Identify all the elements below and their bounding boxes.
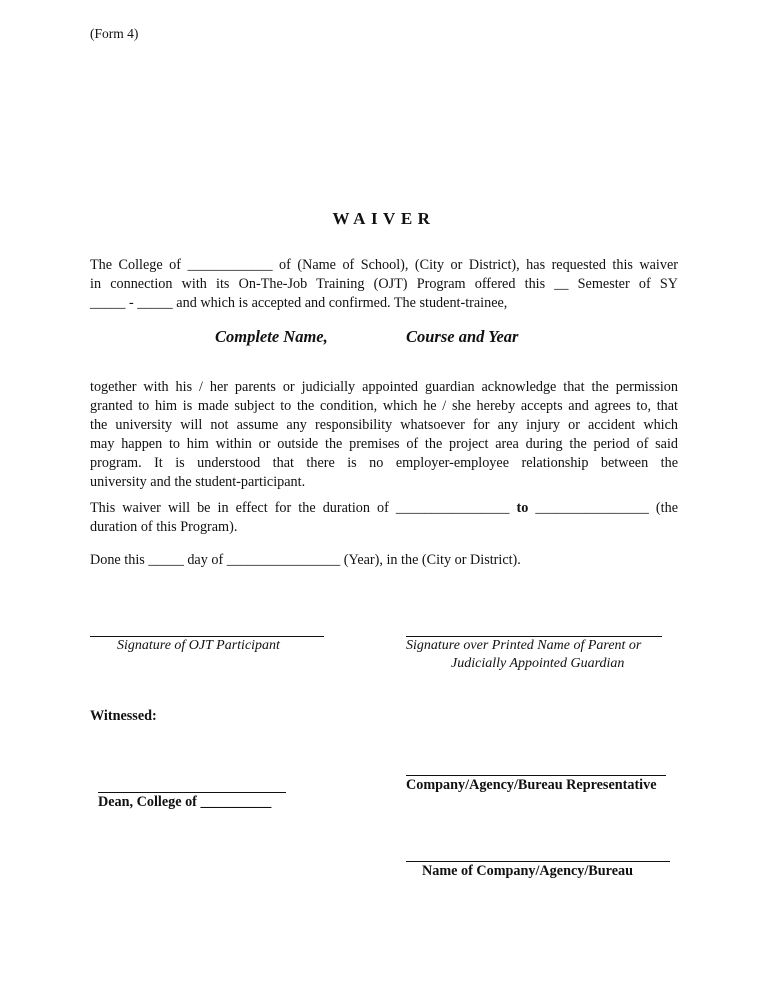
intro-line: _____ - _____ and which is accepted and confirmed. The student-trainee, — [90, 295, 508, 311]
acknowledgement-line: program. It is understood that there is no employer-employee relationship between the — [90, 455, 678, 471]
company-name-line — [406, 861, 670, 862]
parent-signature-caption-2: Judicially Appointed Guardian — [451, 656, 625, 671]
intro-line: The College of ____________ of (Name of School), (City or District), has requested this waiver — [90, 257, 678, 273]
ojt-signature-caption: Signature of OJT Participant — [117, 638, 280, 653]
parent-signature-caption-1: Signature over Printed Name of Parent or — [406, 638, 642, 653]
dean-caption: Dean, College of __________ — [98, 794, 272, 810]
acknowledgement-line: together with his / her parents or judicially appointed guardian acknowledge that the permission — [90, 379, 678, 395]
intro-paragraph — [90, 256, 678, 313]
duration-suffix: ________________ (the — [535, 500, 678, 516]
dean-signature-line — [98, 792, 286, 793]
duration-prefix: This waiver will be in effect for the duration of ________________ — [90, 500, 510, 516]
witnessed-label: Witnessed: — [90, 708, 157, 724]
duration-line-2: duration of this Program). — [90, 519, 238, 535]
intro-line: in connection with its On-The-Job Training (OJT) Program offered this __ Semester of SY — [90, 276, 678, 292]
company-rep-caption: Company/Agency/Bureau Representative — [406, 777, 657, 793]
acknowledgement-line: may happen to him within or outside the premises of the project area during the period of said — [90, 436, 678, 452]
done-line: Done this _____ day of ________________ (Year), in the (City or District). — [90, 552, 521, 568]
duration-paragraph — [90, 499, 678, 537]
course-year-label: Course and Year — [406, 327, 519, 346]
form-number-label: (Form 4) — [90, 26, 139, 41]
acknowledgement-paragraph — [90, 378, 678, 492]
parent-signature-line — [406, 636, 662, 637]
complete-name-label: Complete Name, — [215, 327, 328, 346]
company-name-caption: Name of Company/Agency/Bureau — [422, 863, 633, 879]
acknowledgement-line: the university will not assume any responsibility whatsoever for any injury or accident which — [90, 417, 678, 433]
company-rep-signature-line — [406, 775, 666, 776]
document-title: WAIVER — [332, 209, 436, 228]
ojt-signature-line — [90, 636, 324, 637]
acknowledgement-line: university and the student-participant. — [90, 474, 306, 490]
duration-line — [90, 499, 678, 518]
duration-to: to — [516, 500, 529, 516]
acknowledgement-line: granted to him is made subject to the condition, which he / she hereby accepts and agrees to, that — [90, 398, 678, 414]
